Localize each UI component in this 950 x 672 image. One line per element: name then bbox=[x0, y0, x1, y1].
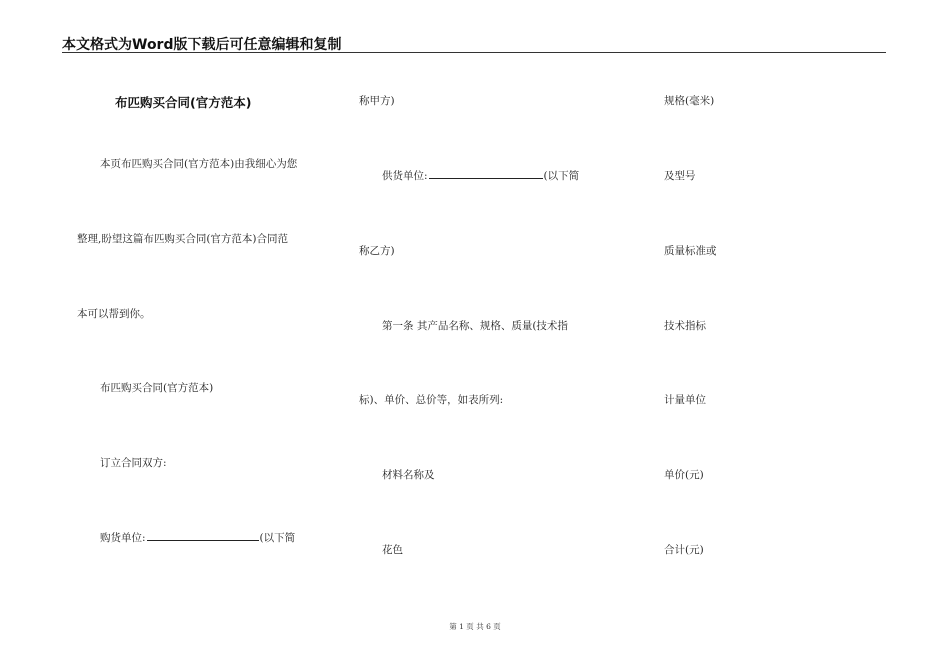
supplier-continuation: 称乙方) bbox=[359, 245, 395, 257]
article-1: 第一条 其产品名称、规格、质量(技术指 bbox=[382, 320, 568, 332]
buyer-suffix: (以下简 bbox=[259, 532, 296, 544]
intro-line-1: 本页布匹购买合同(官方范本)由我细心为您 bbox=[100, 158, 298, 170]
intro-line-2: 整理,盼望这篇布匹购买合同(官方范本)合同范 bbox=[77, 233, 289, 245]
intro-line-3: 本可以帮到你。 bbox=[77, 308, 151, 320]
buyer-label: 购货单位: bbox=[100, 532, 146, 544]
item-color-header: 花色 bbox=[382, 544, 403, 556]
unit-header: 计量单位 bbox=[664, 394, 706, 406]
item-name-header: 材料名称及 bbox=[382, 469, 435, 481]
article-1-continuation: 标)、单价、总价等，如表所列: bbox=[359, 394, 504, 406]
total-header: 合计(元) bbox=[664, 544, 704, 556]
page-header: 本文格式为Word版下载后可任意编辑和复制 bbox=[62, 37, 342, 53]
tech-header: 技术指标 bbox=[664, 320, 706, 332]
parties-heading: 订立合同双方: bbox=[100, 457, 167, 469]
supplier-line bbox=[382, 168, 579, 183]
model-header: 及型号 bbox=[664, 170, 696, 182]
buyer-continuation: 称甲方) bbox=[359, 95, 395, 107]
page-number: 第 1 页 共 6 页 bbox=[449, 622, 501, 631]
supplier-label: 供货单位: bbox=[382, 170, 428, 182]
spec-header: 规格(毫米) bbox=[664, 95, 715, 107]
quality-header: 质量标准或 bbox=[664, 245, 717, 257]
buyer-line bbox=[100, 530, 295, 545]
document-title: 布匹购买合同(官方范本) bbox=[115, 95, 252, 110]
contract-subtitle: 布匹购买合同(官方范本) bbox=[100, 382, 214, 394]
header-divider bbox=[62, 52, 886, 53]
buyer-blank bbox=[147, 530, 259, 541]
price-header: 单价(元) bbox=[664, 469, 704, 481]
supplier-blank bbox=[429, 168, 543, 179]
supplier-suffix: (以下简 bbox=[543, 170, 580, 182]
